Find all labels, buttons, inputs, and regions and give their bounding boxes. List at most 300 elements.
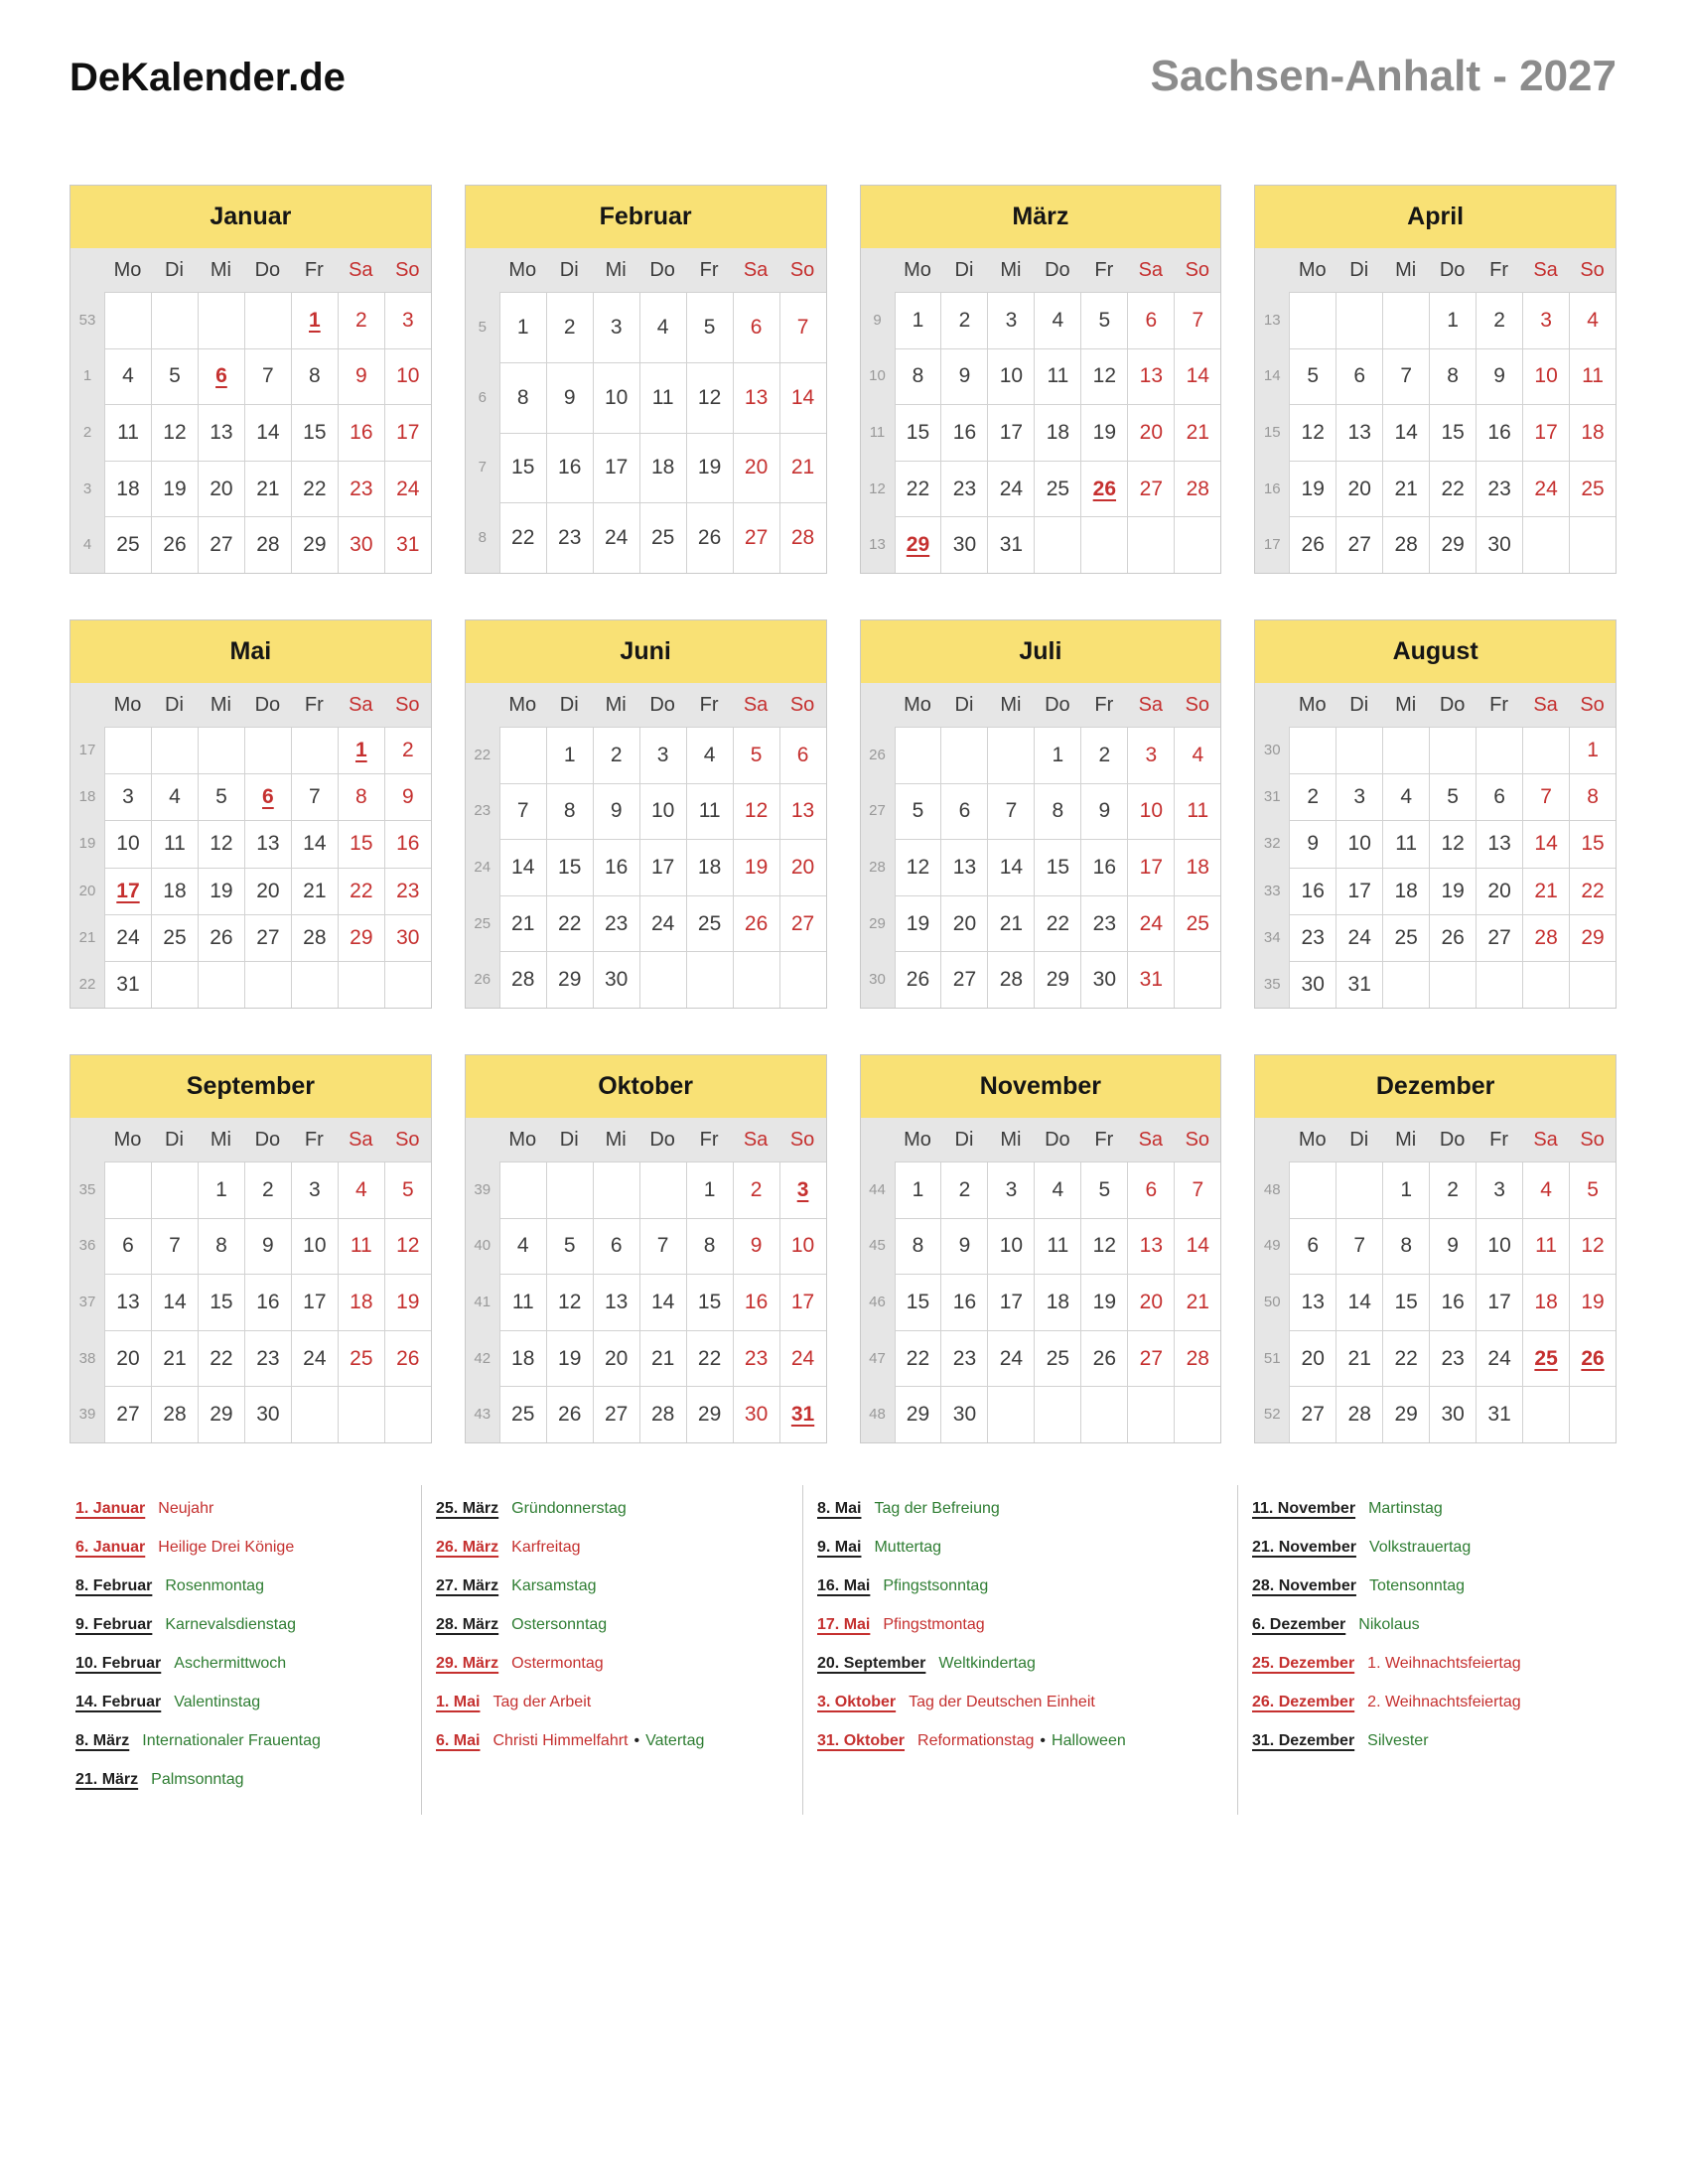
legend-date: 26. Dezember [1252,1693,1355,1710]
empty-day-cell [338,1386,384,1442]
week-number: 39 [466,1161,499,1218]
day-cell: 13 [1289,1274,1336,1330]
legend-holiday-name: Reformationstag [917,1731,1035,1749]
week-number: 39 [70,1386,104,1442]
day-cell: 3 [384,292,431,348]
day-cell: 28 [151,1386,198,1442]
day-cell: 31 [1127,951,1174,1008]
day-cell: 2 [546,292,593,362]
empty-day-cell [1569,1386,1616,1442]
week-number: 44 [861,1161,895,1218]
empty-day-cell [1382,727,1429,773]
week-number: 41 [466,1274,499,1330]
month-januar [70,185,432,574]
day-cell: 17 [1476,1274,1522,1330]
weekday-label: Do [254,258,281,281]
weekday-label: Do [1045,1128,1070,1151]
week-number: 43 [466,1386,499,1442]
day-cell: 15 [1429,404,1476,461]
day-cell: 22 [546,895,593,952]
weekday-label: Di [165,258,184,281]
legend-date: 29. März [436,1654,499,1672]
week-number: 18 [70,773,104,820]
month-title: August [1255,620,1616,683]
legend-holiday-name: Aschermittwoch [174,1654,287,1672]
day-cell: 25 [1569,461,1616,517]
day-cell: 28 [244,516,291,573]
day-cell: 11 [1034,348,1080,405]
legend-date: 9. Februar [75,1615,153,1633]
week-number: 10 [861,348,895,405]
legend-date: 1. Mai [436,1693,481,1710]
week-row [70,1274,431,1330]
day-cell: 29 [338,914,384,961]
weekday-header-row [1255,248,1616,292]
day-cell: 22 [686,1330,733,1387]
legend-item [817,1605,1237,1644]
week-row [1255,516,1616,573]
day-cell: 29 [1429,516,1476,573]
day-cell: 11 [151,820,198,867]
day-cell: 27 [1127,461,1174,517]
day-cell: 27 [1476,914,1522,961]
day-cell: 17 [1336,868,1382,914]
week-number: 6 [466,362,499,433]
day-cell: 20 [104,1330,151,1387]
week-number: 35 [1255,961,1289,1008]
day-cell: 15 [198,1274,244,1330]
weekday-header-row [1255,683,1616,727]
day-cell: 6 [940,783,987,840]
empty-day-cell [1289,1161,1336,1218]
week-row [466,433,826,503]
week-number-corner [1255,248,1289,292]
day-cell: 13 [104,1274,151,1330]
legend-secondary-name: Halloween [1052,1731,1126,1749]
day-cell: 19 [546,1330,593,1387]
day-cell: 17 [1127,839,1174,895]
empty-day-cell [384,961,431,1008]
week-number-corner [70,248,104,292]
empty-day-cell [1174,951,1220,1008]
day-cell: 25 [686,895,733,952]
day-cell: 25 [1382,914,1429,961]
month-title: Februar [466,186,826,248]
day-cell: 17 [291,1274,338,1330]
day-cell: 16 [1080,839,1127,895]
weekday-header-row [861,1118,1221,1161]
day-cell: 31 [1476,1386,1522,1442]
legend-item [817,1489,1237,1528]
day-cell: 17 [987,1274,1034,1330]
week-row [70,914,431,961]
week-number: 37 [70,1274,104,1330]
day-cell: 2 [1289,773,1336,820]
day-cell: 12 [733,783,779,840]
week-row [70,727,431,773]
empty-day-cell [1080,1386,1127,1442]
legend-date: 3. Oktober [817,1693,897,1710]
weekday-label: Di [559,258,579,281]
week-number-corner [1255,683,1289,727]
legend-date: 27. März [436,1576,499,1594]
day-cell: 21 [1382,461,1429,517]
day-cell: 4 [338,1161,384,1218]
week-row [70,1386,431,1442]
day-cell: 21 [1522,868,1569,914]
legend-holiday-name: Internationaler Frauentag [142,1731,321,1749]
legend-holiday-name: Tag der Arbeit [492,1693,592,1710]
legend-item [75,1605,421,1644]
day-cell: 23 [244,1330,291,1387]
week-number: 29 [861,895,895,952]
week-number: 52 [1255,1386,1289,1442]
day-cell: 26 [384,1330,431,1387]
day-cell: 23 [940,461,987,517]
legend-column [802,1485,1237,1815]
weekday-label: Mi [1395,258,1417,281]
day-cell: 18 [104,461,151,517]
week-number-corner [861,683,895,727]
day-cell: 19 [151,461,198,517]
day-cell: 5 [546,1218,593,1275]
day-cell: 23 [384,868,431,914]
day-cell: 13 [940,839,987,895]
weekday-label: Mi [605,258,627,281]
day-cell: 23 [1476,461,1522,517]
week-row [861,1218,1221,1275]
day-cell: 5 [895,783,941,840]
week-row [1255,961,1616,1008]
weekday-label: Mi [1000,258,1022,281]
day-cell: 21 [987,895,1034,952]
legend-holiday-name: Ostermontag [511,1654,604,1672]
empty-day-cell [244,961,291,1008]
day-cell: 15 [499,433,546,503]
legend-item [436,1528,802,1567]
day-cell: 12 [1569,1218,1616,1275]
day-cell: 22 [499,502,546,573]
week-row [861,1274,1221,1330]
day-cell: 30 [244,1386,291,1442]
weekday-label: So [395,1128,420,1151]
day-cell: 14 [1382,404,1429,461]
week-row [861,1161,1221,1218]
week-row [466,1161,826,1218]
day-cell: 9 [1289,820,1336,867]
day-cell: 8 [546,783,593,840]
legend-date: 16. Mai [817,1576,871,1594]
empty-day-cell [639,1161,686,1218]
empty-day-cell [151,292,198,348]
legend-holiday-name: Rosenmontag [165,1576,264,1594]
day-cell: 16 [940,1274,987,1330]
day-cell: 18 [1034,404,1080,461]
weekday-label: Do [649,1128,675,1151]
legend-item [75,1721,421,1760]
legend-holiday-name: Pfingstmontag [883,1615,985,1633]
day-cell: 18 [686,839,733,895]
weekday-label: Mi [605,693,627,716]
day-cell: 3 [987,1161,1034,1218]
legend-date: 21. März [75,1770,139,1788]
site-logo[interactable]: DeKalender.de [70,56,346,99]
empty-day-cell [151,1161,198,1218]
legend-holiday-name: Volkstrauertag [1368,1538,1472,1556]
day-cell: 6 [1476,773,1522,820]
day-cell: 25 [338,1330,384,1387]
day-cell: 3 [639,727,686,783]
week-number: 47 [861,1330,895,1387]
day-cell: 18 [1569,404,1616,461]
day-cell: 13 [1336,404,1382,461]
day-cell: 6 [593,1218,639,1275]
weekday-label: So [1580,1128,1605,1151]
weekday-label: Fr [699,258,719,281]
day-cell: 11 [104,404,151,461]
page-header [70,52,1617,101]
day-cell: 5 [1289,348,1336,405]
day-cell: 16 [733,1274,779,1330]
empty-day-cell [686,951,733,1008]
legend-holiday-name: 2. Weihnachtsfeiertag [1367,1693,1521,1710]
day-cell: 22 [1034,895,1080,952]
day-cell: 3 [1522,292,1569,348]
legend-item [1252,1567,1628,1605]
day-cell: 8 [686,1218,733,1275]
day-cell: 19 [733,839,779,895]
day-cell: 22 [895,461,941,517]
empty-day-cell [291,1386,338,1442]
weekday-label: Mo [904,258,931,281]
day-cell: 29 [686,1386,733,1442]
legend-date: 1. Januar [75,1499,146,1517]
day-cell: 22 [895,1330,941,1387]
legend-secondary-name: Vatertag [645,1731,705,1749]
day-cell: 15 [895,1274,941,1330]
day-cell: 19 [384,1274,431,1330]
legend-holiday-name: Karsamstag [511,1576,597,1594]
week-row [70,292,431,348]
week-row [1255,1274,1616,1330]
week-row [466,502,826,573]
day-cell: 25 [639,502,686,573]
weekday-label: Sa [1533,1128,1558,1151]
day-cell: 9 [1429,1218,1476,1275]
day-cell: 23 [1289,914,1336,961]
week-row [861,1330,1221,1387]
weekday-label: Mi [1000,1128,1022,1151]
week-row [861,783,1221,840]
month-mai [70,619,432,1009]
day-cell: 18 [338,1274,384,1330]
weekday-label: Mo [1298,258,1327,281]
day-cell: 16 [546,433,593,503]
weekday-label: So [1580,693,1605,716]
empty-day-cell [198,292,244,348]
day-cell: 3 [1127,727,1174,783]
day-cell: 15 [338,820,384,867]
bullet-separator: • [633,1731,640,1749]
day-cell: 14 [1522,820,1569,867]
week-row [466,839,826,895]
day-cell: 22 [1382,1330,1429,1387]
weekday-label: Sa [743,693,769,716]
weekday-label: Di [1349,258,1369,281]
day-cell: 23 [338,461,384,517]
legend-item [1252,1644,1628,1683]
day-cell: 13 [1476,820,1522,867]
day-cell: 20 [1127,404,1174,461]
day-cell: 15 [291,404,338,461]
week-number: 13 [1255,292,1289,348]
day-cell: 1 [499,292,546,362]
week-number: 51 [1255,1330,1289,1387]
week-number: 33 [1255,868,1289,914]
week-row [1255,1330,1616,1387]
month-februar [465,185,827,574]
empty-day-cell [1522,961,1569,1008]
weekday-label: Sa [743,258,769,281]
empty-day-cell [244,292,291,348]
day-cell: 1 [291,292,338,348]
month-juli [860,619,1222,1009]
week-row [70,461,431,517]
month-juni [465,619,827,1009]
day-cell: 24 [987,461,1034,517]
legend-holiday-name: Weltkindertag [938,1654,1036,1672]
week-number-corner [70,1118,104,1161]
week-row [861,895,1221,952]
weekday-label: Fr [304,1128,324,1151]
legend-column [1237,1485,1628,1815]
empty-day-cell [1382,292,1429,348]
week-number: 9 [861,292,895,348]
day-cell: 14 [499,839,546,895]
day-cell: 10 [987,348,1034,405]
week-number: 26 [466,951,499,1008]
day-cell: 12 [384,1218,431,1275]
week-number-corner [861,248,895,292]
empty-day-cell [593,1161,639,1218]
day-cell: 11 [1034,1218,1080,1275]
week-number: 45 [861,1218,895,1275]
day-cell: 9 [940,1218,987,1275]
weekday-label: Mo [904,693,931,716]
week-number: 50 [1255,1274,1289,1330]
day-cell: 1 [895,1161,941,1218]
day-cell: 27 [940,951,987,1008]
weekday-label: Di [954,1128,974,1151]
day-cell: 14 [291,820,338,867]
day-cell: 26 [686,502,733,573]
empty-day-cell [1522,727,1569,773]
week-number-corner [466,683,499,727]
empty-day-cell [1336,292,1382,348]
day-cell: 4 [1569,292,1616,348]
day-cell: 17 [384,404,431,461]
day-cell: 5 [1569,1161,1616,1218]
weekday-label: Do [1045,258,1070,281]
legend-item [75,1760,421,1799]
empty-day-cell [639,951,686,1008]
weekday-header-row [1255,1118,1616,1161]
day-cell: 13 [1127,348,1174,405]
legend-item [436,1605,802,1644]
day-cell: 6 [1336,348,1382,405]
empty-day-cell [1336,1161,1382,1218]
day-cell: 11 [639,362,686,433]
day-cell: 5 [151,348,198,405]
day-cell: 8 [1382,1218,1429,1275]
day-cell: 3 [779,1161,826,1218]
week-row [1255,914,1616,961]
day-cell: 16 [593,839,639,895]
region-year-title: Sachsen-Anhalt - 2027 [1150,52,1617,100]
week-number: 42 [466,1330,499,1387]
empty-day-cell [338,961,384,1008]
day-cell: 24 [291,1330,338,1387]
day-cell: 16 [244,1274,291,1330]
month-title: Juli [861,620,1221,683]
week-row [466,783,826,840]
day-cell: 23 [1429,1330,1476,1387]
day-cell: 15 [1382,1274,1429,1330]
day-cell: 21 [244,461,291,517]
legend-date: 6. Mai [436,1731,481,1749]
legend-item [817,1683,1237,1721]
day-cell: 29 [546,951,593,1008]
day-cell: 26 [733,895,779,952]
day-cell: 25 [104,516,151,573]
empty-day-cell [104,727,151,773]
day-cell: 17 [987,404,1034,461]
empty-day-cell [244,727,291,773]
day-cell: 4 [1382,773,1429,820]
legend-date: 6. Januar [75,1538,146,1556]
weekday-label: Di [559,1128,579,1151]
day-cell: 19 [1429,868,1476,914]
weekday-header-row [861,683,1221,727]
day-cell: 27 [593,1386,639,1442]
month-dezember [1254,1054,1617,1443]
day-cell: 17 [1522,404,1569,461]
day-cell: 28 [499,951,546,1008]
day-cell: 20 [940,895,987,952]
month-title: Oktober [466,1055,826,1118]
day-cell: 14 [1174,1218,1220,1275]
day-cell: 20 [1289,1330,1336,1387]
week-row [70,404,431,461]
weekday-label: Sa [1138,258,1164,281]
day-cell: 18 [499,1330,546,1387]
week-number: 19 [70,820,104,867]
day-cell: 9 [1476,348,1522,405]
weekday-label: Mo [113,258,142,281]
day-cell: 8 [895,1218,941,1275]
day-cell: 2 [338,292,384,348]
day-cell: 11 [1382,820,1429,867]
weekday-label: Mo [904,1128,931,1151]
day-cell: 24 [104,914,151,961]
weekday-label: Di [165,1128,184,1151]
week-row [861,404,1221,461]
day-cell: 18 [1382,868,1429,914]
day-cell: 10 [639,783,686,840]
day-cell: 7 [639,1218,686,1275]
day-cell: 30 [384,914,431,961]
weekday-label: Do [1439,693,1466,716]
